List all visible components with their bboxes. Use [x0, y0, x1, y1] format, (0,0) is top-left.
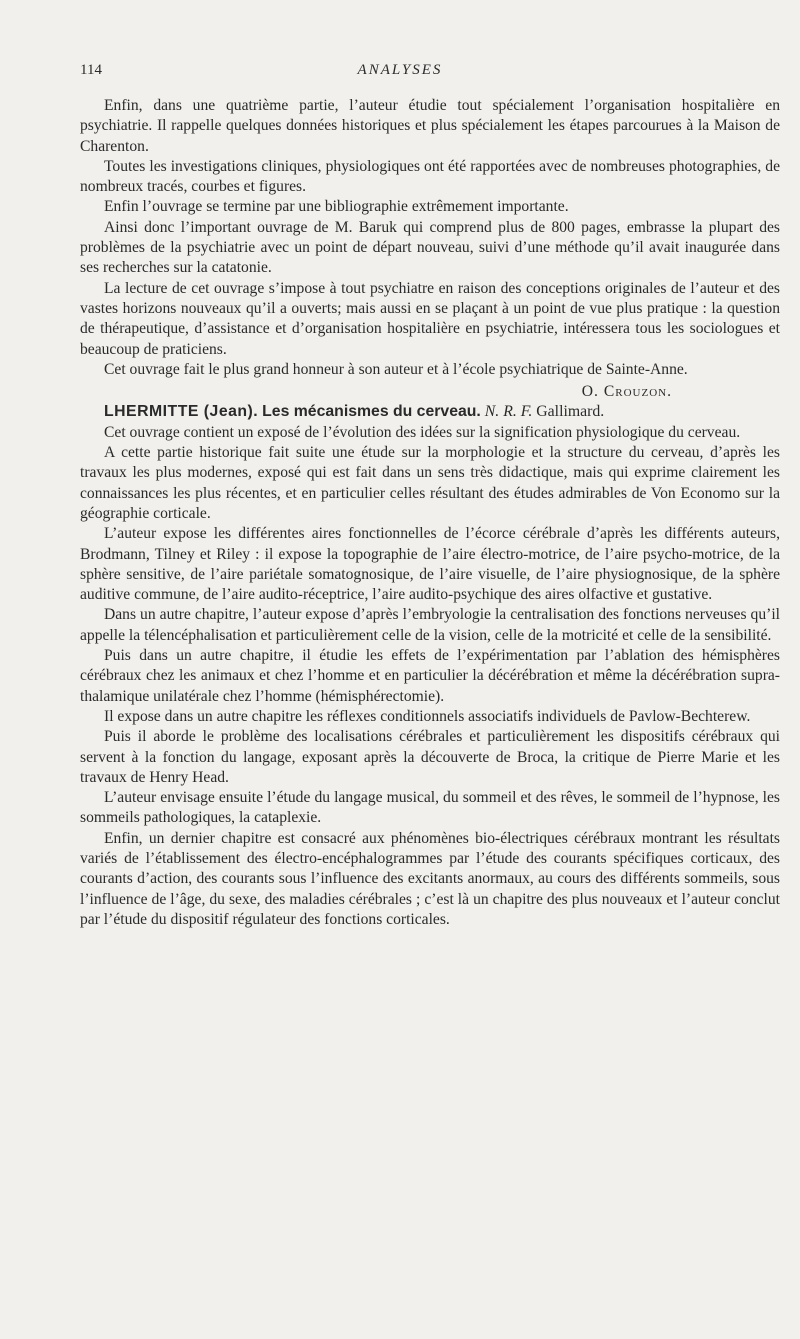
text-block — [80, 96, 780, 930]
paragraph: Enfin, dans une quatrième partie, l’auteur étudie tout spécialement l’organisation hospitalière en psychiatrie. Il rappelle quelques données historiques et plus spécialement les étapes parcourues à la Maison de Charenton. — [80, 97, 780, 155]
review-publisher-abbr: N. R. F. — [484, 403, 533, 421]
review-author: LHERMITTE (Jean). — [104, 403, 259, 421]
paragraph: A cette partie historique fait suite une étude sur la morphologie et la structure du cerveau, d’après les travaux les plus modernes, exposé qui est fait dans un sens très didactique, mais qui exprime clairement les connaissances les plus récentes, et en particulier celles résultant des études admirables de Von Economo sur la géographie corticale. — [80, 444, 780, 522]
running-head — [80, 62, 720, 86]
paragraph: Enfin l’ouvrage se termine par une bibliographie extrêmement importante. — [104, 198, 569, 216]
review-baruk — [80, 96, 780, 402]
reviewer-signature: O. Crouzon. — [581, 383, 672, 401]
paragraph: Il expose dans un autre chapitre les réflexes conditionnels associatifs individuels de Pavlow-Bechterew. — [104, 707, 751, 725]
paragraph: Puis il aborde le problème des localisations cérébrales et particulièrement les dispositifs cérébraux qui servent à la fonction du langage, exposant après la découverte de Broca, la critique de Pierre Marie et les travaux de Henry Head. — [80, 728, 780, 786]
paragraph: Toutes les investigations cliniques, physiologiques ont été rapportées avec de nombreuses photographies, de nombreux tracés, courbes et figures. — [80, 157, 780, 196]
review-heading — [80, 402, 780, 422]
paragraph: Enfin, un dernier chapitre est consacré aux phénomènes bio-électriques cérébraux montrant les résultats variés de l’établissement des électro-encéphalogrammes par l’étude des courants spécifiques corticaux, des courants d’action, des courants sous l’influence des excitants anormaux, au cours des différents sommeils, sous l’influence de l’âge, du sexe, des maladies cérébrales ; c’est là un chapitre des plus nouveaux et l’auteur conclut par l’étude du dispositif régulateur des fonctions corticales. — [80, 829, 780, 928]
paragraph: Puis dans un autre chapitre, il étudie les effets de l’expérimentation par l’ablation des hémisphères cérébraux chez les animaux et chez l’homme et en particulier la décérébration et même la décérébration supra-thalamique unilatérale chez l’homme (hémisphérectomie). — [80, 647, 780, 705]
review-lhermitte — [80, 402, 780, 930]
paragraph: L’auteur envisage ensuite l’étude du langage musical, du sommeil et des rêves, le sommeil de l’hypnose, les sommeils pathologiques, la cataplexie. — [80, 789, 780, 827]
page-number: 114 — [80, 62, 102, 78]
paragraph: Cet ouvrage fait le plus grand honneur à son auteur et à l’école psychiatrique de Sainte-Anne. — [104, 360, 688, 378]
paragraph: L’auteur expose les différentes aires fonctionnelles de l’écorce cérébrale d’après les différents auteurs, Brodmann, Tilney et Riley : il expose la topographie de l’aire électro-motrice, de l’aire psycho-motrice, de la sphère sensitive, de l’aire pariétale somatognosique, de l’aire visuelle, de l’aire physiognosique, de la sphère auditive commune, de l’aire audito-réceptrice, l’aire audito-psychique des aires olfactive et gustative. — [80, 525, 780, 604]
paragraph: Dans un autre chapitre, l’auteur expose d’après l’embryologie la centralisation des fonctions nerveuses qu’il appelle la télencéphalisation et particulièrement celle de la vision, celle de la motricité et celle de la sensibilité. — [80, 606, 780, 644]
paragraph: Cet ouvrage contient un exposé de l’évolution des idées sur la signification physiologique du cerveau. — [104, 423, 741, 441]
paragraph: La lecture de cet ouvrage s’impose à tout psychiatre en raison des conceptions originales de l’auteur et des vastes horizons nouveaux qu’il a ouverts; mais aussi en se plaçant à un point de vue plus pratique : la question de thérapeutique, d’assistance et d’organisation hospitalière en psychiatrie, intéressera tous les sociologues et beaucoup de praticiens. — [80, 279, 780, 358]
review-publisher: Gallimard. — [536, 403, 605, 421]
running-title: ANALYSES — [357, 62, 443, 78]
review-book-title: Les mécanismes du cerveau. — [262, 403, 481, 421]
paragraph: Ainsi donc l’important ouvrage de M. Baruk qui comprend plus de 800 pages, embrasse la plupart des problèmes de la psychiatrie avec un point de départ nouveau, suivi d’une méthode qu’il avait inaugurée dans ses recherches sur la catatonie. — [80, 218, 780, 277]
